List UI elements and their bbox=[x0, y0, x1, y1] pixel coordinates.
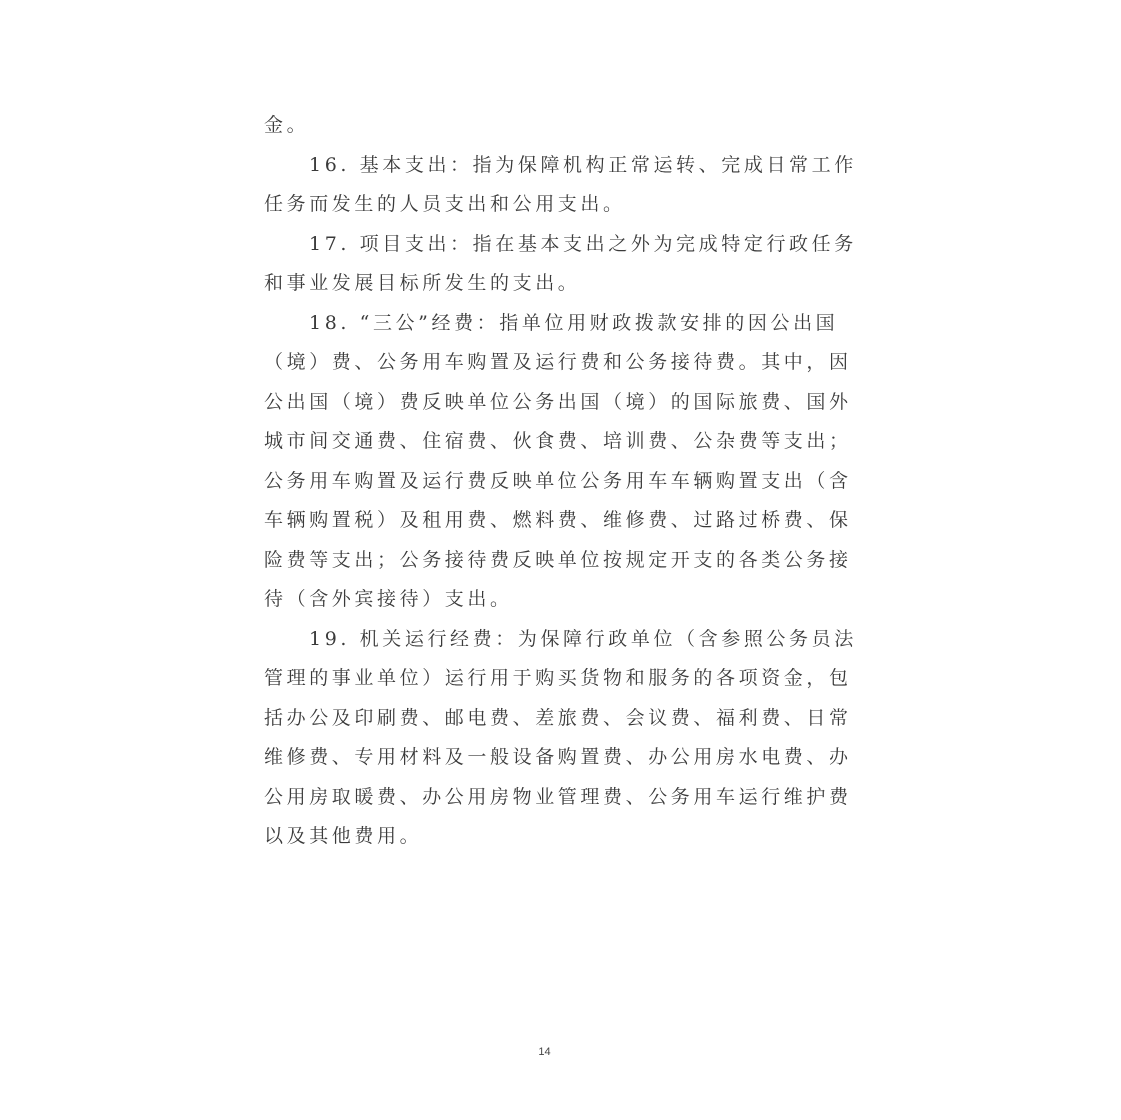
text-line: （境）费、公务用车购置及运行费和公务接待费。其中，因 bbox=[264, 351, 852, 373]
text-line: 险费等支出；公务接待费反映单位按规定开支的各类公务接 bbox=[264, 548, 852, 571]
text-line: 以及其他费用。 bbox=[264, 825, 423, 847]
text-line: 待（含外宾接待）支出。 bbox=[264, 588, 513, 610]
paragraph-18-start: 18. “三公”经费：指单位用财政拨款安排的因公出国 bbox=[309, 311, 839, 334]
text-line: 和事业发展目标所发生的支出。 bbox=[264, 272, 581, 294]
text-line: 公用房取暖费、办公用房物业管理费、公务用车运行维护费 bbox=[264, 785, 852, 808]
text-line: 管理的事业单位）运行用于购买货物和服务的各项资金，包 bbox=[264, 667, 852, 689]
body-text bbox=[264, 106, 857, 857]
text-line: 括办公及印刷费、邮电费、差旅费、会议费、福利费、日常 bbox=[264, 706, 852, 729]
paragraph-17-start: 17. 项目支出：指在基本支出之外为完成特定行政任务 bbox=[309, 232, 857, 255]
text-line: 城市间交通费、住宿费、伙食费、培训费、公杂费等支出； bbox=[264, 430, 852, 452]
text-line: 维修费、专用材料及一般设备购置费、办公用房水电费、办 bbox=[264, 746, 852, 768]
text-line: 公出国（境）费反映单位公务出国（境）的国际旅费、国外 bbox=[264, 390, 852, 413]
text-line: 车辆购置税）及租用费、燃料费、维修费、过路过桥费、保 bbox=[264, 509, 852, 531]
text-line: 金。 bbox=[264, 114, 310, 136]
paragraph-16-start: 16. 基本支出：指为保障机构正常运转、完成日常工作 bbox=[309, 153, 857, 176]
text-line: 公务用车购置及运行费反映单位公务用车车辆购置支出（含 bbox=[264, 469, 852, 492]
paragraph-19-start: 19. 机关运行经费：为保障行政单位（含参照公务员法 bbox=[309, 627, 857, 650]
text-line: 任务而发生的人员支出和公用支出。 bbox=[264, 193, 626, 215]
page-number: 14 bbox=[538, 1046, 551, 1058]
